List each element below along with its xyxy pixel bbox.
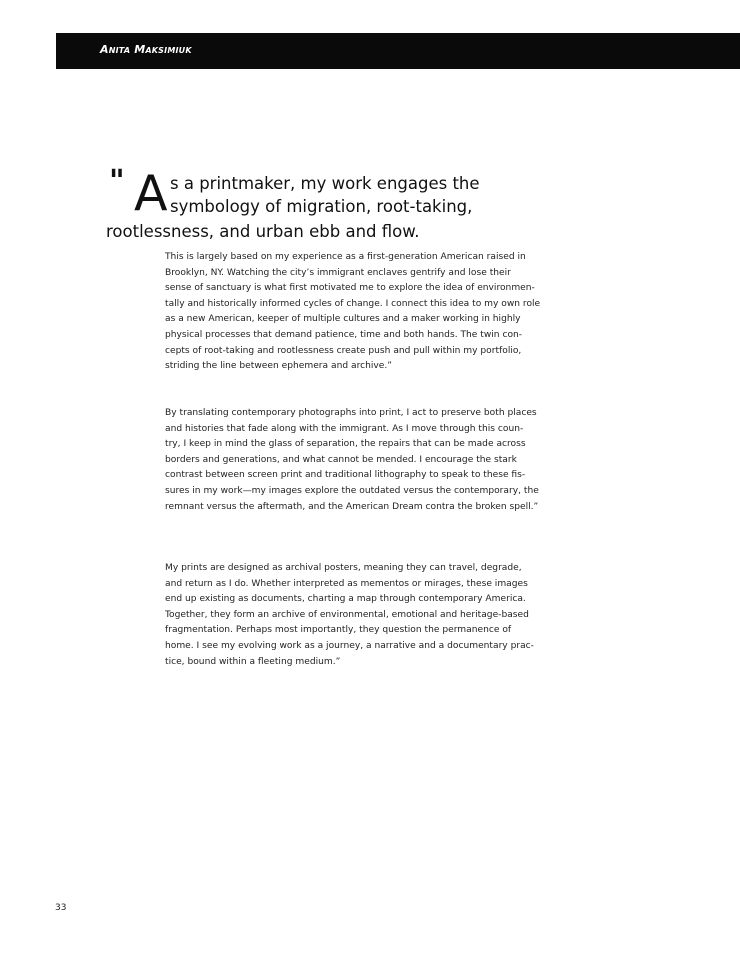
paragraph-line: My prints are designed as archival posters, meaning they can travel, degrade,	[165, 563, 522, 573]
paragraph-line: Together, they form an archive of environmental, emotional and heritage-based	[165, 609, 529, 620]
body-paragraph-2	[165, 406, 683, 515]
paragraph-line: end up existing as documents, charting a map through contemporary America.	[165, 594, 526, 605]
pull-quote-line: symbology of migration, root-taking,	[170, 197, 473, 216]
pull-quote-line: s a printmaker, my work engages the	[170, 174, 480, 193]
paragraph-line: home. I see my evolving work as a journey, a narrative and a documentary prac-	[165, 640, 534, 651]
author-name: Anita Maksimiuk	[100, 43, 192, 56]
open-quote-mark: "	[109, 164, 125, 199]
paragraph-line: borders and generations, and what cannot be mended. I encourage the stark	[165, 454, 517, 465]
paragraph-line: cepts of root-taking and rootlessness create push and pull within my portfolio,	[165, 345, 522, 356]
paragraph-line: as a new American, keeper of multiple cultures and a maker working in highly	[165, 314, 521, 325]
paragraph-line: remnant versus the aftermath, and the American Dream contra the broken spell.”	[165, 501, 539, 512]
pull-quote-line: rootlessness, and urban ebb and flow.	[106, 222, 420, 241]
header-bar	[56, 33, 740, 69]
paragraph-line: and return as I do. Whether interpreted as mementos or mirages, these images	[165, 578, 528, 589]
paragraph-line: try, I keep in mind the glass of separation, the repairs that can be made across	[165, 439, 526, 450]
paragraph-line: tice, bound within a fleeting medium.”	[165, 656, 341, 667]
paragraph-line: striding the line between ephemera and archive.”	[165, 361, 392, 372]
paragraph-line: contrast between screen print and traditional lithography to speak to these fis-	[165, 470, 526, 481]
paragraph-line: sures in my work—my images explore the outdated versus the contemporary, the	[165, 485, 539, 496]
paragraph-line: physical processes that demand patience, time and both hands. The twin con-	[165, 329, 523, 340]
paragraph-line: Brooklyn, NY. Watching the city’s immigrant enclaves gentrify and lose their	[165, 267, 511, 278]
paragraph-line: By translating contemporary photographs into print, I act to preserve both places	[165, 408, 537, 418]
paragraph-line: fragmentation. Perhaps most importantly, they question the permanence of	[165, 625, 512, 636]
paragraph-line: and histories that fade along with the immigrant. As I move through this coun-	[165, 423, 524, 434]
dropcap-letter: A	[134, 165, 168, 222]
paragraph-line: sense of sanctuary is what first motivated me to explore the idea of environmen-	[165, 283, 535, 294]
body-paragraph-1	[165, 250, 683, 375]
page-number: 33	[55, 903, 67, 913]
paragraph-line: tally and historically informed cycles of change. I connect this idea to my own role	[165, 298, 541, 309]
body-paragraph-3	[165, 561, 683, 670]
paragraph-line: This is largely based on my experience as a first-generation American raised in	[165, 252, 526, 262]
